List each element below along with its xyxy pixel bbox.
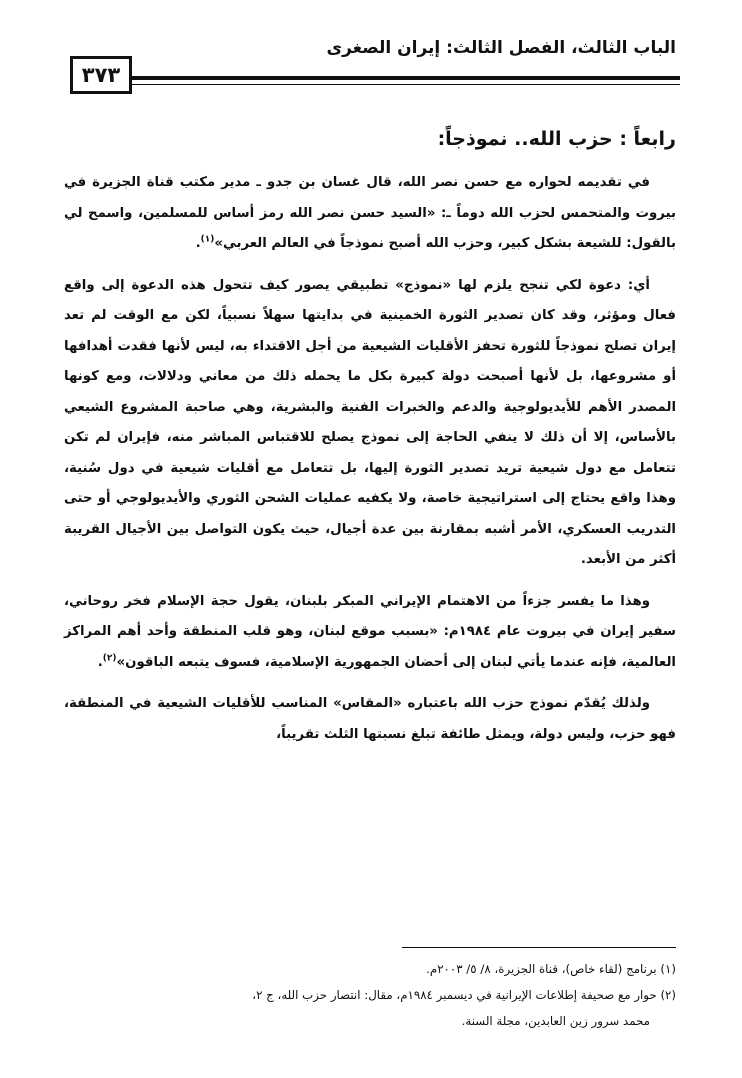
footnote-separator: [402, 947, 676, 948]
paragraph-tail: .: [195, 236, 201, 251]
paragraph-text: ولذلك يُقدّم نموذج حزب الله باعتباره «المقاس» المناسب للأقليات الشيعية في المنطقة، فهو حزب، وليس دولة، ويمثل طائفة تبلغ نسبتها الثلث تقريباً،: [64, 696, 676, 742]
header-rule-thin: [132, 84, 680, 85]
page-number: ٣٧٣: [70, 56, 132, 94]
paragraph-2: [64, 271, 676, 576]
paragraph-text: في تقديمه لحواره مع حسن نصر الله، قال غسان بن جدو ـ مدير مكتب قناة الجزيرة في بيروت والمتحمس لحزب الله دوماً ـ: «السيد حسن نصر الله رمز أساس للمسلمين، واسمح لي بالقول: للشيعة بشكل كبير، وحزب الله أصبح نموذجاً في العالم العربي»: [64, 175, 676, 251]
header-rule: [132, 76, 680, 80]
main-text: [64, 128, 676, 761]
paragraph-text: أي: دعوة لكي تنجح يلزم لها «نموذج» تطبيقي يصور كيف تتحول هذه الدعوة إلى واقع فعال ومؤثر، وقد كان تصدير الثورة الخمينية في بدايتها سهلاً نسبياً، لكن مع الوقت لم تعد إيران تصلح نموذجاً للثورة تحفز الأقليات الشيعية من أجل الاقتداء به، ليس لأنها فقدت أهدافها أو مشروعها، بل لأنها أصبحت دولة كبيرة بكل ما يحمله ذلك من معاني ودلالات، ومع كونها المصدر الأهم للأيديولوجية والدعم والخبرات الفنية والبشرية، وهي صاحبة المشروع الشيعي بالأساس، إلا أن ذلك لا ينفي الحاجة إلى نموذج يصلح للاقتباس المباشر منه، فإيران لم تكن تتعامل مع دول شيعية تريد تصدير الثورة إليها، بل تتعامل مع أقليات شيعية في دول سُنية، وهذا واقع يحتاج إلى استراتيجية خاصة، ولا يكفيه عمليات الشحن الثوري والأيديولوجي أو حتى التدريب العسكري، الأمر أشبه بمقارنة بين عدة أجيال، حيث يكون التواصل بين الأجيال القريبة أكثر من الأبعد.: [64, 277, 676, 567]
footnote-1: (١) برنامج (لقاء خاص)، قناة الجزيرة، ٨/ ٥/ ٢٠٠٣م.: [426, 962, 676, 976]
running-header: الباب الثالث، الفصل الثالث: إيران الصغرى: [326, 38, 676, 58]
paragraph-1: [64, 168, 676, 260]
footnotes: [64, 956, 676, 1034]
footnote-ref: (٢): [102, 653, 117, 664]
footnote-2: (٢) حوار مع صحيفة إطلاعات الإيرانية في ديسمبر ١٩٨٤م، مقال: انتصار حزب الله، ج ٢،: [252, 988, 676, 1002]
paragraph-3: [64, 587, 676, 679]
paragraph-tail: .: [97, 654, 103, 670]
footnote-2-continuation: محمد سرور زين العابدين، مجلة السنة.: [461, 1014, 650, 1028]
footnote-ref: (١): [200, 234, 215, 245]
section-heading: رابعاً : حزب الله.. نموذجاً:: [437, 128, 676, 150]
paragraph-4: [64, 689, 676, 750]
paragraph-text: وهذا ما يفسر جزءاً من الاهتمام الإيراني المبكر بلبنان، يقول حجة الإسلام فخر روحاني، سفير إيران في بيروت عام ١٩٨٤م: «بسبب موقع لبنان، وهو قلب المنطقة وأحد أهم المراكز العالمية، فإنه عندما يأتي لبنان إلى أحضان الجمهورية الإسلامية، فسوف يتبعه الباقون»: [64, 593, 677, 670]
